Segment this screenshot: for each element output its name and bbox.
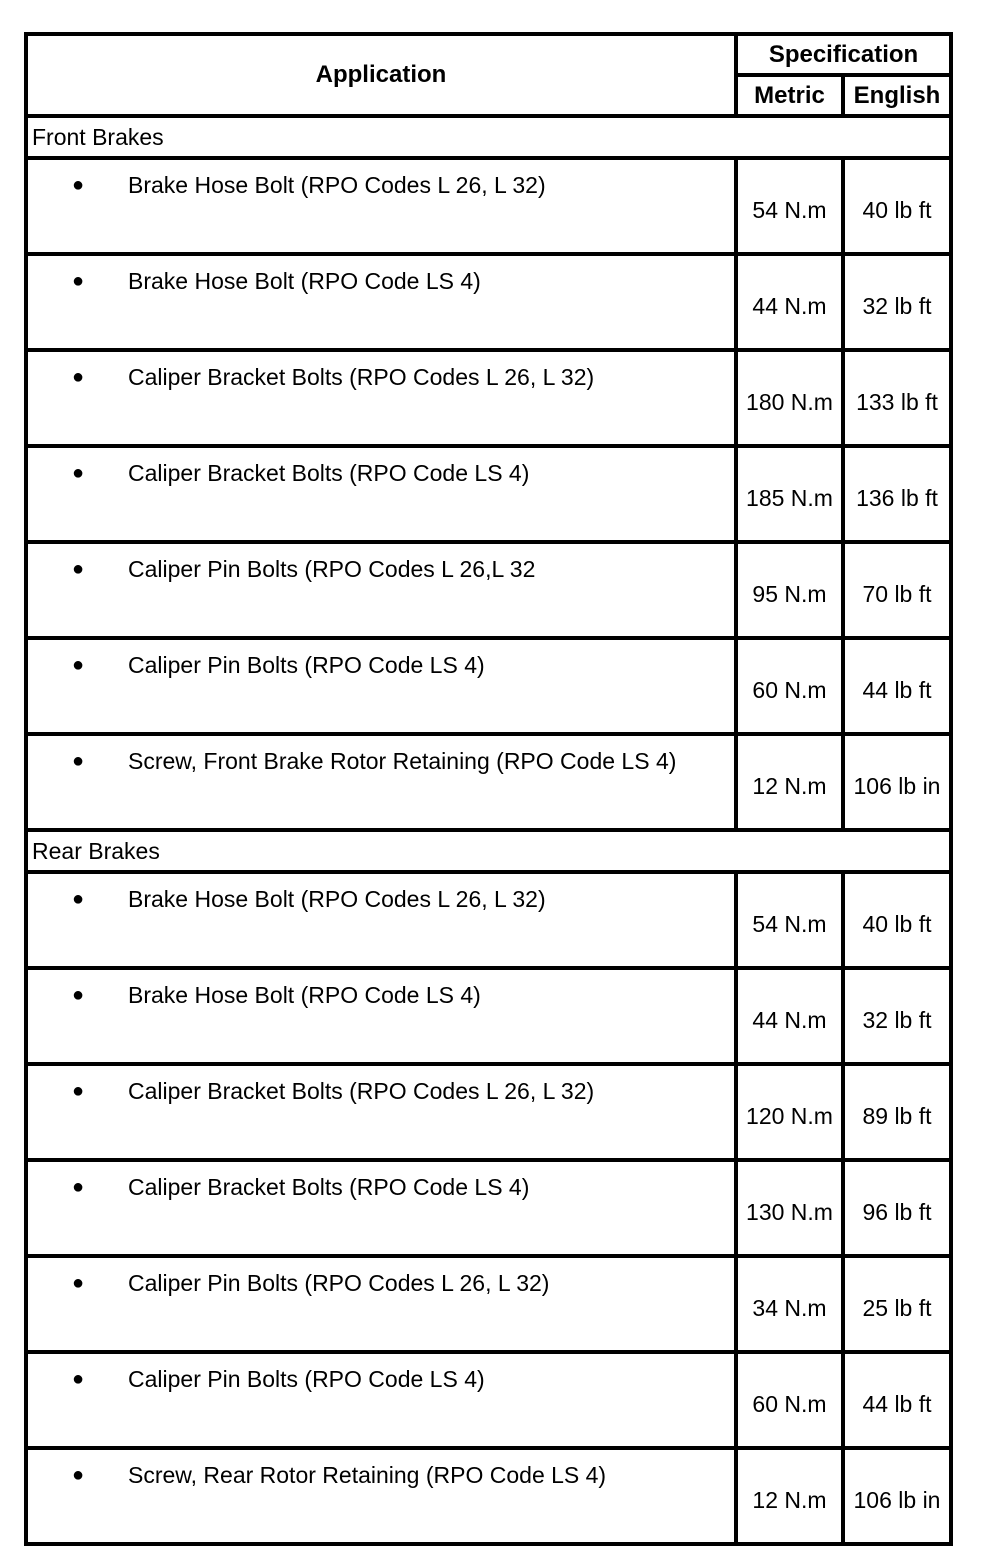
bullet-icon: ● <box>71 654 85 676</box>
english-value: 25 lb ft <box>843 1256 951 1352</box>
bullet-icon: ● <box>71 1272 85 1294</box>
english-value: 136 lb ft <box>843 446 951 542</box>
metric-value: 34 N.m <box>736 1256 843 1352</box>
bullet-icon: ● <box>71 1464 85 1486</box>
bullet-icon: ● <box>71 984 85 1006</box>
english-value: 89 lb ft <box>843 1064 951 1160</box>
english-value: 44 lb ft <box>843 638 951 734</box>
application-text: Caliper Bracket Bolts (RPO Code LS 4) <box>128 1174 530 1200</box>
table-header <box>26 34 951 116</box>
english-value: 133 lb ft <box>843 350 951 446</box>
table-row <box>26 1064 951 1160</box>
header-metric: Metric <box>736 75 843 116</box>
bullet-icon: ● <box>71 462 85 484</box>
application-text: Brake Hose Bolt (RPO Codes L 26, L 32) <box>128 172 546 198</box>
application-cell <box>26 1352 736 1448</box>
metric-value: 185 N.m <box>736 446 843 542</box>
application-cell <box>26 1448 736 1544</box>
english-value: 70 lb ft <box>843 542 951 638</box>
application-cell <box>26 1160 736 1256</box>
application-cell <box>26 638 736 734</box>
application-text: Caliper Pin Bolts (RPO Codes L 26, L 32) <box>128 1270 550 1296</box>
application-cell <box>26 734 736 830</box>
metric-value: 60 N.m <box>736 638 843 734</box>
header-english: English <box>843 75 951 116</box>
header-application: Application <box>26 34 736 116</box>
application-text: Caliper Pin Bolts (RPO Code LS 4) <box>128 652 485 678</box>
bullet-icon: ● <box>71 888 85 910</box>
table-row <box>26 872 951 968</box>
application-text: Caliper Pin Bolts (RPO Code LS 4) <box>128 1366 485 1392</box>
metric-value: 12 N.m <box>736 1448 843 1544</box>
table-row <box>26 1256 951 1352</box>
metric-value: 130 N.m <box>736 1160 843 1256</box>
table-row <box>26 446 951 542</box>
application-cell <box>26 446 736 542</box>
application-text: Caliper Pin Bolts (RPO Codes L 26,L 32 <box>128 556 536 582</box>
metric-value: 180 N.m <box>736 350 843 446</box>
table-row <box>26 734 951 830</box>
metric-value: 54 N.m <box>736 872 843 968</box>
section-row <box>26 830 951 872</box>
application-text: Brake Hose Bolt (RPO Code LS 4) <box>128 982 481 1008</box>
fastener-specification-table <box>24 32 953 1546</box>
application-cell <box>26 968 736 1064</box>
application-text: Screw, Front Brake Rotor Retaining (RPO Code LS 4) <box>128 748 677 774</box>
bullet-icon: ● <box>71 1368 85 1390</box>
table-row <box>26 968 951 1064</box>
header-specification: Specification <box>736 34 951 75</box>
section-title: Front Brakes <box>26 116 951 158</box>
table-row <box>26 254 951 350</box>
section-title: Rear Brakes <box>26 830 951 872</box>
metric-value: 12 N.m <box>736 734 843 830</box>
metric-value: 44 N.m <box>736 968 843 1064</box>
application-cell <box>26 872 736 968</box>
english-value: 32 lb ft <box>843 254 951 350</box>
bullet-icon: ● <box>71 366 85 388</box>
application-text: Caliper Bracket Bolts (RPO Codes L 26, L 32) <box>128 1078 595 1104</box>
application-cell <box>26 542 736 638</box>
table-row <box>26 1448 951 1544</box>
english-value: 40 lb ft <box>843 872 951 968</box>
metric-value: 44 N.m <box>736 254 843 350</box>
table-row <box>26 350 951 446</box>
english-value: 106 lb in <box>843 1448 951 1544</box>
application-text: Brake Hose Bolt (RPO Codes L 26, L 32) <box>128 886 546 912</box>
application-cell <box>26 1064 736 1160</box>
metric-value: 120 N.m <box>736 1064 843 1160</box>
table-row <box>26 542 951 638</box>
application-text: Screw, Rear Rotor Retaining (RPO Code LS 4) <box>128 1462 607 1488</box>
application-cell <box>26 158 736 254</box>
application-cell <box>26 350 736 446</box>
section-row <box>26 116 951 158</box>
bullet-icon: ● <box>71 1176 85 1198</box>
table-row <box>26 158 951 254</box>
english-value: 106 lb in <box>843 734 951 830</box>
table-body <box>26 116 951 1544</box>
bullet-icon: ● <box>71 174 85 196</box>
application-cell <box>26 1256 736 1352</box>
application-text: Caliper Bracket Bolts (RPO Codes L 26, L 32) <box>128 364 595 390</box>
english-value: 96 lb ft <box>843 1160 951 1256</box>
application-cell <box>26 254 736 350</box>
metric-value: 95 N.m <box>736 542 843 638</box>
table-row <box>26 638 951 734</box>
bullet-icon: ● <box>71 750 85 772</box>
bullet-icon: ● <box>71 1080 85 1102</box>
english-value: 44 lb ft <box>843 1352 951 1448</box>
bullet-icon: ● <box>71 558 85 580</box>
application-text: Brake Hose Bolt (RPO Code LS 4) <box>128 268 481 294</box>
bullet-icon: ● <box>71 270 85 292</box>
table-row <box>26 1160 951 1256</box>
english-value: 40 lb ft <box>843 158 951 254</box>
metric-value: 54 N.m <box>736 158 843 254</box>
table-row <box>26 1352 951 1448</box>
application-text: Caliper Bracket Bolts (RPO Code LS 4) <box>128 460 530 486</box>
english-value: 32 lb ft <box>843 968 951 1064</box>
metric-value: 60 N.m <box>736 1352 843 1448</box>
